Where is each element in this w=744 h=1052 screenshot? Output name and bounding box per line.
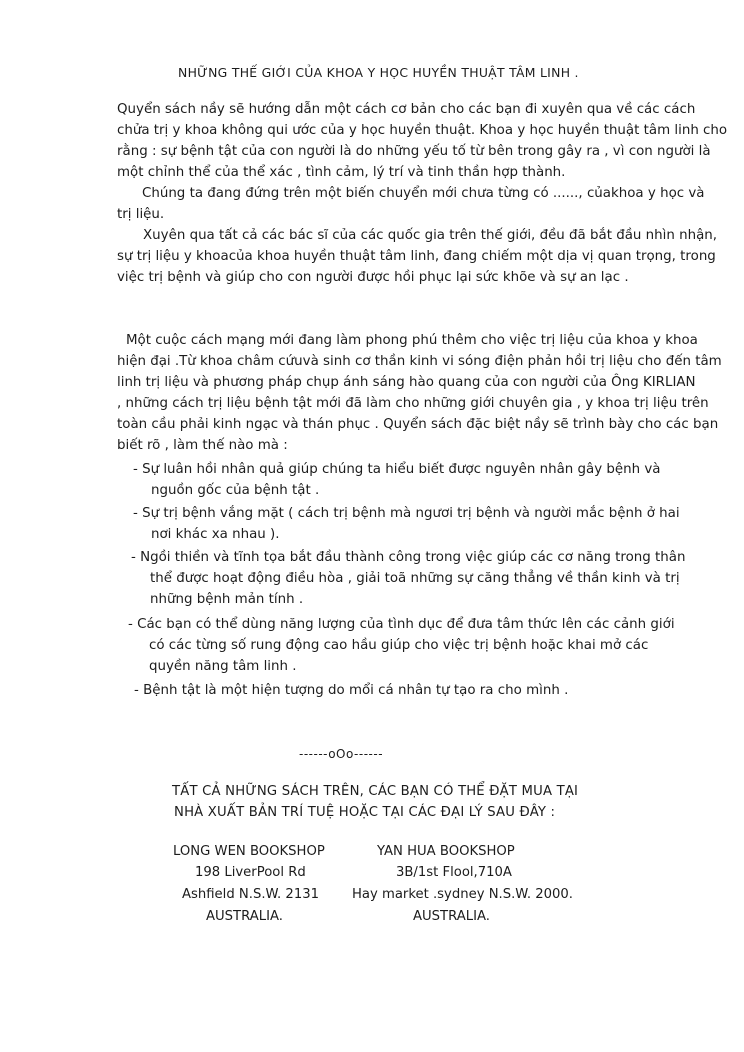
paragraph-line: rằng : sự bệnh tật của con người là do những yếu tố từ bên trong gây ra , vì con người là xyxy=(117,144,711,159)
bookshop-address-line: Ashfield N.S.W. 2131 xyxy=(182,887,319,902)
paragraph-line: Chúng ta đang đứng trên một biến chuyển mới chưa từng có ......, củakhoa y học và xyxy=(142,186,705,201)
paragraph-line: Quyển sách nầy sẽ hướng dẫn một cách cơ bản cho các bạn đi xuyên qua về các cách xyxy=(117,102,696,117)
bookshop-name: LONG WEN BOOKSHOP xyxy=(173,844,325,859)
document-title: NHỮNG THẾ GIỚI CỦA KHOA Y HỌC HUYỀN THUẬT TÂM LINH . xyxy=(178,65,579,80)
section-separator: ------oOo------ xyxy=(299,747,384,761)
bookshop-name: YAN HUA BOOKSHOP xyxy=(377,844,515,859)
bookshop-country: AUSTRALIA. xyxy=(206,909,283,924)
paragraph-line: hiện đại .Từ khoa châm cứuvà sinh cơ thần kinh vi sóng điện phản hồi trị liệu cho đến tâm xyxy=(117,354,722,369)
paragraph-line: biết rõ , làm thế nào mà : xyxy=(117,438,288,453)
purchase-info-line: NHÀ XUẤT BẢN TRÍ TUỆ HOẶC TẠI CÁC ĐẠI LÝ SAU ĐÂY : xyxy=(174,805,556,820)
bullet-item-continued: quyền năng tâm linh . xyxy=(149,659,297,674)
purchase-info-line: TẤT CẢ NHỮNG SÁCH TRÊN, CÁC BẠN CÓ THỂ ĐẶT MUA TẠI xyxy=(172,784,579,799)
bookshop-country: AUSTRALIA. xyxy=(413,909,490,924)
paragraph-line: sự trị liệu y khoacủa khoa huyền thuật tâm linh, đang chiếm một dịa vị quan trọng, trong xyxy=(117,249,716,264)
bullet-item: - Sự trị bệnh vắng mặt ( cách trị bệnh mà ngươi trị bệnh và người mắc bệnh ở hai xyxy=(133,506,680,521)
paragraph-line: việc trị bệnh và giúp cho con người được hồi phục lại sức khõe và sự an lạc . xyxy=(117,270,629,285)
bullet-item-continued: có các từng số rung động cao hầu giúp cho việc trị bệnh hoặc khai mở các xyxy=(149,638,649,653)
paragraph-line: Xuyên qua tất cả các bác sĩ của các quốc gia trên thế giới, đều đã bắt đầu nhìn nhận, xyxy=(143,228,718,243)
bullet-item: - Sự luân hồi nhân quả giúp chúng ta hiểu biết được nguyên nhân gây bệnh và xyxy=(133,462,661,477)
paragraph-line: trị liệu. xyxy=(117,207,165,222)
bookshop-address-line: 3B/1st Flool,710A xyxy=(396,865,512,880)
paragraph-line: chửa trị y khoa không qui ước của y học huyền thuật. Khoa y học huyền thuật tâm linh cho xyxy=(117,123,728,138)
paragraph-line: linh trị liệu và phương pháp chụp ánh sáng hào quang của con người của Ông KIRLIAN xyxy=(117,375,696,390)
bookshop-address-line: 198 LiverPool Rd xyxy=(195,865,306,880)
bullet-item-continued: nguồn gốc của bệnh tật . xyxy=(151,483,320,498)
paragraph-line: một chỉnh thể của thể xác , tình cảm, lý trí và tinh thần hợp thành. xyxy=(117,165,566,180)
paragraph-line: Một cuộc cách mạng mới đang làm phong phú thêm cho việc trị liệu của khoa y khoa xyxy=(126,333,698,348)
paragraph-line: toàn cầu phải kinh ngạc và thán phục . Quyển sách đặc biệt nầy sẽ trình bày cho các bạn xyxy=(117,417,719,432)
bullet-item: - Ngồi thiền và tĩnh tọa bắt đầu thành công trong việc giúp các cơ năng trong thân xyxy=(131,550,686,565)
bullet-item: - Các bạn có thể dùng năng lượng của tình dục để đưa tâm thức lên các cảnh giới xyxy=(128,617,675,632)
bullet-item-continued: những bệnh mản tính . xyxy=(150,592,304,607)
bullet-item: - Bệnh tật là một hiện tượng do mổi cá nhân tự tạo ra cho mình . xyxy=(134,683,569,698)
paragraph-line: , những cách trị liệu bệnh tật mới đã làm cho những giới chuyên gia , y khoa trị liệu trên xyxy=(117,396,709,411)
bullet-item-continued: thể được hoạt động điều hòa , giải toã những sự căng thẳng về thần kinh và trị xyxy=(150,571,680,586)
bullet-item-continued: nơi khác xa nhau ). xyxy=(151,527,280,542)
bookshop-address-line: Hay market .sydney N.S.W. 2000. xyxy=(352,887,573,902)
